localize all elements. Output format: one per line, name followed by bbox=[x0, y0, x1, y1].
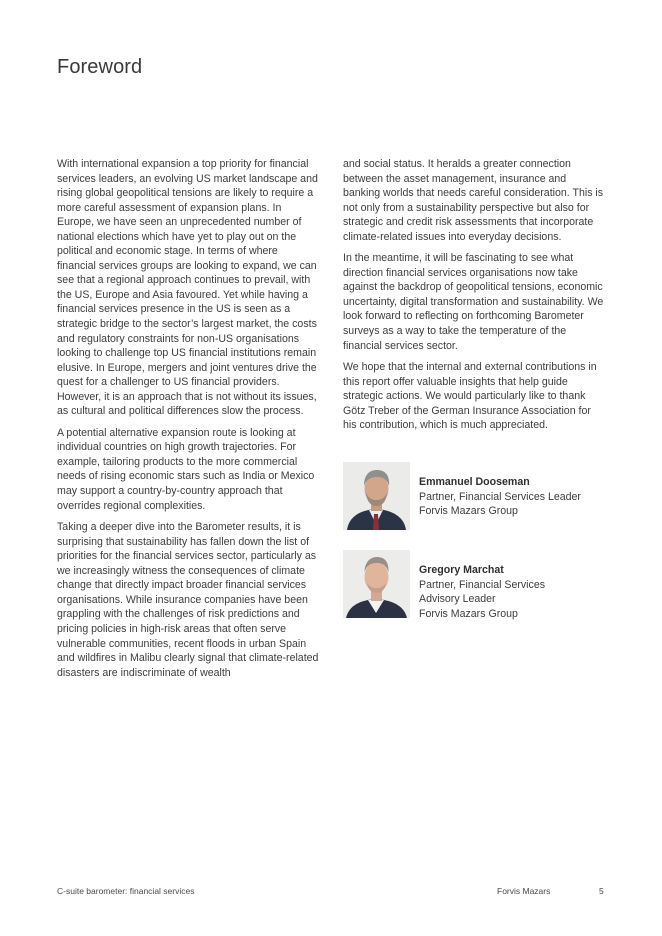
signatory-details bbox=[419, 563, 545, 621]
footer-brand: Forvis Mazars bbox=[497, 886, 551, 896]
left-column bbox=[57, 157, 319, 687]
portrait-photo bbox=[343, 550, 410, 618]
signatory-organisation: Forvis Mazars Group bbox=[419, 505, 518, 517]
paragraph: and social status. It heralds a greater connection between the asset management, insurance and banking worlds that needs careful consideration. This is not only from a sustainability perspective but also for strategic and credit risk assessments that incorporate climate-related issues into everyday decisions. bbox=[343, 158, 604, 243]
paragraph: With international expansion a top priority for financial services leaders, an evolving US market landscape and rising global geopolitical tensions are likely to require a more careful assessment of expansion plans. In Europe, we have seen an unprecedented number of national elections which have yet to play out on the political and economic stage. In terms of where financial services groups are looking to expand, we can see that a regional approach continues to prevail, with the US, Europe and Asia favoured. Yet while having a financial services presence in the US is seen as a strategic bridge to the sector’s largest market, the costs and regulatory constraints for non-US organisations looking to challenge top US financial institutions remain elusive. In Europe, mergers and joint ventures drive the quest for a challenger to US financial providers. However, it is an approach that is not without its issues, as cultural and political differences slow the process. bbox=[57, 158, 318, 418]
signatory-role: Partner, Financial Services bbox=[419, 578, 546, 591]
signatory-details bbox=[419, 475, 581, 519]
signatory-organisation: Forvis Mazars Group bbox=[419, 607, 518, 620]
paragraph: We hope that the internal and external contributions in this report offer valuable insights that help guide strategic actions. We would particularly like to thank Götz Treber of the German Insurance Association for his contribution, which is much appreciated. bbox=[343, 361, 597, 432]
signatory-card bbox=[343, 462, 613, 532]
right-column bbox=[343, 157, 605, 440]
portrait-photo bbox=[343, 462, 410, 530]
page-title: Foreword bbox=[57, 56, 143, 78]
signatory-role: Partner, Financial Services Leader bbox=[419, 490, 581, 503]
paragraph: Taking a deeper dive into the Barometer results, it is surprising that sustainability has fallen down the list of priorities for the financial services sector, particularly as we increasingly witness the consequences of climate change that directly impact broader financial services organisations. While insurance companies have been grappling with the challenges of risk predictions and pricing policies in high-risk areas that often serve vulnerable communities, recent floods in urban Spain and wildfires in Malibu clearly signal that climate-related disasters are indiscriminate of wealth bbox=[57, 521, 319, 679]
signatory-card bbox=[343, 550, 613, 620]
signatory-name: Emmanuel Dooseman bbox=[419, 476, 530, 488]
signatory-role: Advisory Leader bbox=[419, 593, 496, 605]
paragraph: A potential alternative expansion route is looking at individual countries on high growth trajectories. For example, tailoring products to the more commercial needs of rising economic stars such as India or Mexico may support a country-by-country approach that overrides regional complexities. bbox=[57, 426, 315, 512]
page-number: 5 bbox=[599, 886, 604, 896]
paragraph: In the meantime, it will be fascinating to see what direction financial services organisations now take against the backdrop of geopolitical tensions, economic uncertainty, digital transformation and sustainability. We look forward to reflecting on forthcoming Barometer surveys as a way to take the temperature of the financial services sector. bbox=[343, 252, 604, 352]
signatory-name: Gregory Marchat bbox=[419, 564, 504, 576]
footer-publication: C-suite barometer: financial services bbox=[57, 886, 195, 896]
